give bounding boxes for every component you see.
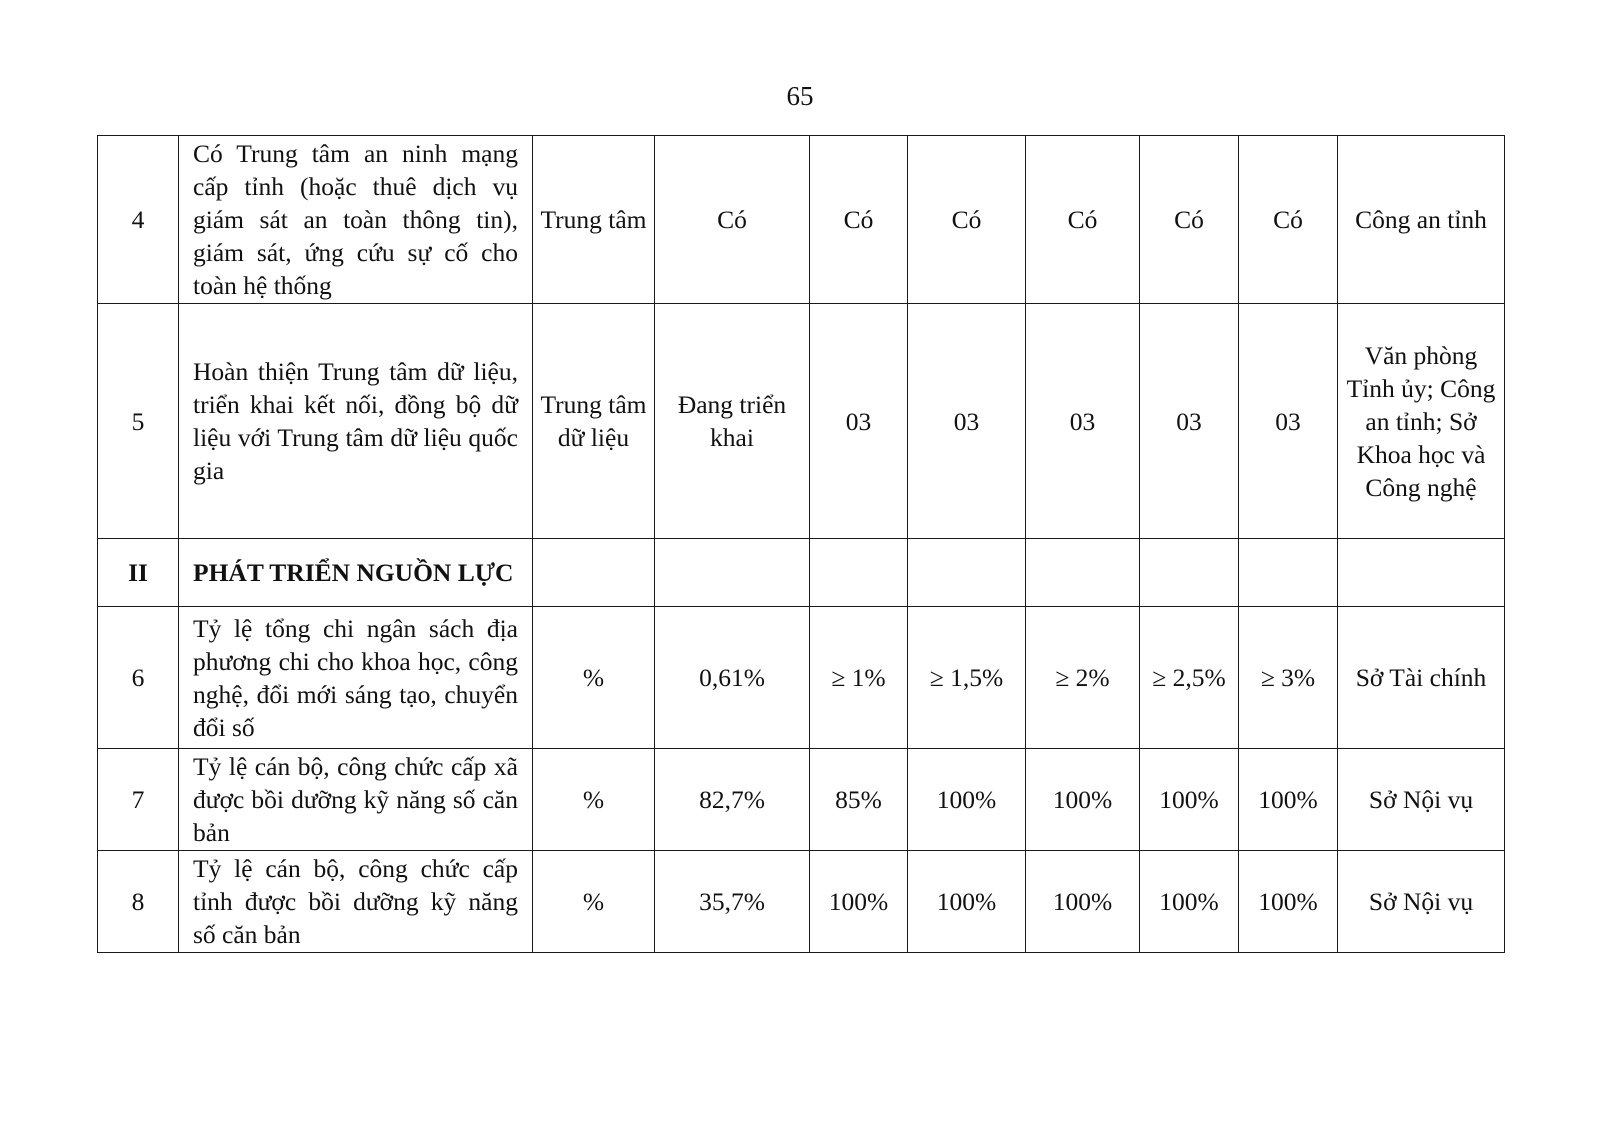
page-number: 65 bbox=[786, 81, 814, 111]
indicator-content: Tỷ lệ tổng chi ngân sách địa phương chi cho khoa học, công nghệ, đổi mới sáng tạo, chuyển đổi số bbox=[179, 607, 533, 749]
table-row bbox=[98, 607, 1505, 749]
row-number: 6 bbox=[98, 607, 179, 749]
empty-cell bbox=[908, 539, 1026, 607]
target-value: 100% bbox=[1239, 749, 1338, 851]
responsible-agency: Văn phòng Tỉnh ủy; Công an tỉnh; Sở Khoa học và Công nghệ bbox=[1338, 304, 1505, 539]
unit-cell: Trung tâm dữ liệu bbox=[533, 304, 655, 539]
section-row bbox=[98, 539, 1505, 607]
target-value: Có bbox=[1140, 136, 1239, 304]
target-value: 100% bbox=[908, 749, 1026, 851]
row-number: 4 bbox=[98, 136, 179, 304]
row-number: 8 bbox=[98, 851, 179, 953]
responsible-agency: Công an tỉnh bbox=[1338, 136, 1505, 304]
target-value: ≥ 2% bbox=[1026, 607, 1140, 749]
target-value: 100% bbox=[1140, 749, 1239, 851]
responsible-agency: Sở Tài chính bbox=[1338, 607, 1505, 749]
indicator-content: Có Trung tâm an ninh mạng cấp tỉnh (hoặc thuê dịch vụ giám sát an toàn thông tin), giám sát, ứng cứu sự cố cho toàn hệ thống bbox=[179, 136, 533, 304]
current-value: 82,7% bbox=[655, 749, 810, 851]
target-value: 100% bbox=[1239, 851, 1338, 953]
empty-cell bbox=[1140, 539, 1239, 607]
current-value: 0,61% bbox=[655, 607, 810, 749]
target-value: 03 bbox=[1026, 304, 1140, 539]
target-value: 03 bbox=[810, 304, 908, 539]
section-number: II bbox=[98, 539, 179, 607]
table-row bbox=[98, 749, 1505, 851]
target-value: 03 bbox=[1140, 304, 1239, 539]
row-number: 5 bbox=[98, 304, 179, 539]
current-value: Đang triển khai bbox=[655, 304, 810, 539]
target-value: 03 bbox=[908, 304, 1026, 539]
unit-cell: % bbox=[533, 749, 655, 851]
empty-cell bbox=[533, 539, 655, 607]
target-value: 100% bbox=[810, 851, 908, 953]
indicator-content: Hoàn thiện Trung tâm dữ liệu, triển khai kết nối, đồng bộ dữ liệu với Trung tâm dữ liệu quốc gia bbox=[179, 304, 533, 539]
target-value: Có bbox=[908, 136, 1026, 304]
unit-cell: Trung tâm bbox=[533, 136, 655, 304]
target-value: 03 bbox=[1239, 304, 1338, 539]
row-number: 7 bbox=[98, 749, 179, 851]
unit-cell: % bbox=[533, 851, 655, 953]
target-value: Có bbox=[1239, 136, 1338, 304]
responsible-agency: Sở Nội vụ bbox=[1338, 851, 1505, 953]
table-row bbox=[98, 304, 1505, 539]
empty-cell bbox=[1338, 539, 1505, 607]
current-value: Có bbox=[655, 136, 810, 304]
empty-cell bbox=[810, 539, 908, 607]
target-value: ≥ 1,5% bbox=[908, 607, 1026, 749]
table-row bbox=[98, 851, 1505, 953]
empty-cell bbox=[1239, 539, 1338, 607]
target-value: Có bbox=[810, 136, 908, 304]
section-title: PHÁT TRIỂN NGUỒN LỰC bbox=[179, 539, 533, 607]
unit-cell: % bbox=[533, 607, 655, 749]
empty-cell bbox=[655, 539, 810, 607]
indicator-content: Tỷ lệ cán bộ, công chức cấp xã được bồi dưỡng kỹ năng số căn bản bbox=[179, 749, 533, 851]
target-value: Có bbox=[1026, 136, 1140, 304]
empty-cell bbox=[1026, 539, 1140, 607]
target-value: 100% bbox=[1026, 749, 1140, 851]
target-value: 100% bbox=[1026, 851, 1140, 953]
target-value: 100% bbox=[1140, 851, 1239, 953]
responsible-agency: Sở Nội vụ bbox=[1338, 749, 1505, 851]
target-value: 85% bbox=[810, 749, 908, 851]
indicator-content: Tỷ lệ cán bộ, công chức cấp tỉnh được bồi dưỡng kỹ năng số căn bản bbox=[179, 851, 533, 953]
target-value: ≥ 2,5% bbox=[1140, 607, 1239, 749]
target-value: ≥ 3% bbox=[1239, 607, 1338, 749]
indicator-table bbox=[97, 135, 1505, 953]
table-row bbox=[98, 136, 1505, 304]
target-value: ≥ 1% bbox=[810, 607, 908, 749]
target-value: 100% bbox=[908, 851, 1026, 953]
current-value: 35,7% bbox=[655, 851, 810, 953]
